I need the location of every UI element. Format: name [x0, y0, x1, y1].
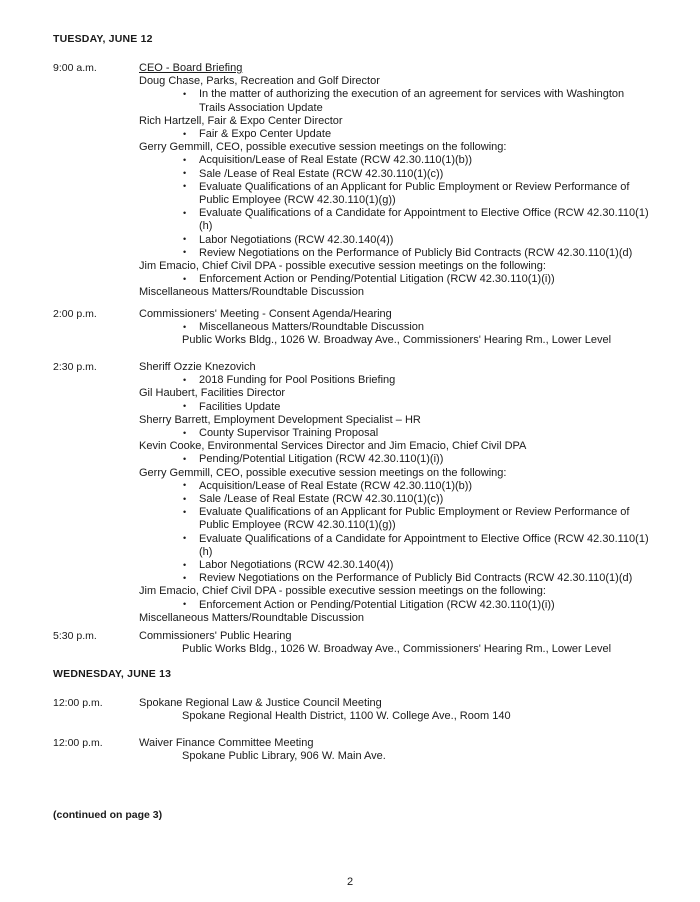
- agenda-bullet-list: [139, 599, 651, 612]
- agenda-item-title: CEO - Board Briefing: [139, 62, 243, 74]
- entry-body: [139, 737, 651, 763]
- agenda-bullet-list: [139, 374, 651, 387]
- agenda-bullet-item: • Enforcement Action or Pending/Potential Litigation (RCW 42.30.110(1)(i)): [139, 599, 651, 612]
- agenda-line: Gerry Gemmill, CEO, possible executive session meetings on the following:: [139, 466, 507, 479]
- agenda-bullet-item: • Facilities Update: [139, 401, 651, 414]
- agenda-bullet-item: • Evaluate Qualifications of a Candidate for Appointment to Elective Office (RCW 42.30.110(1)(h): [139, 207, 651, 233]
- agenda-bullet-list: [139, 401, 651, 414]
- agenda-line: Rich Hartzell, Fair & Expo Center Director: [139, 114, 343, 127]
- agenda-line: Gerry Gemmill, CEO, possible executive session meetings on the following:: [139, 141, 507, 154]
- agenda-line: Gil Haubert, Facilities Director: [139, 387, 286, 400]
- entry-time: 2:30 p.m.: [53, 361, 97, 373]
- agenda-bullet-list: [139, 154, 651, 260]
- schedule-entry: [53, 697, 653, 723]
- agenda-bullet-item: • Review Negotiations on the Performance of Publicly Bid Contracts (RCW 42.30.110(1)(d): [139, 247, 651, 260]
- schedule-entry: [53, 308, 653, 348]
- agenda-line: Sheriff Ozzie Knezovich: [139, 361, 256, 373]
- agenda-bullet-item: • Acquisition/Lease of Real Estate (RCW 42.30.110(1)(b)): [139, 154, 651, 167]
- agenda-bullet-list: [139, 427, 651, 440]
- agenda-location-line: Spokane Public Library, 906 W. Main Ave.: [182, 750, 386, 763]
- agenda-bullet-list: [139, 321, 651, 334]
- agenda-bullet-item: • Enforcement Action or Pending/Potential Litigation (RCW 42.30.110(1)(i)): [139, 273, 651, 286]
- schedule-entry: [53, 62, 653, 300]
- entry-body: [139, 62, 651, 300]
- agenda-bullet-item: • Evaluate Qualifications of a Candidate for Appointment to Elective Office (RCW 42.30.110(1)(h): [139, 533, 651, 559]
- agenda-bullet-item: • Miscellaneous Matters/Roundtable Discussion: [139, 321, 651, 334]
- agenda-bullet-item: • County Supervisor Training Proposal: [139, 427, 651, 440]
- day-heading: TUESDAY, JUNE 12: [53, 33, 153, 45]
- entry-time: 12:00 p.m.: [53, 697, 103, 709]
- agenda-line: Doug Chase, Parks, Recreation and Golf Director: [139, 75, 380, 88]
- agenda-bullet-list: [139, 480, 651, 586]
- schedule-entry: [53, 737, 653, 763]
- agenda-line: Waiver Finance Committee Meeting: [139, 737, 314, 749]
- agenda-bullet-item: • Review Negotiations on the Performance of Publicly Bid Contracts (RCW 42.30.110(1)(d): [139, 572, 651, 585]
- entry-body: [139, 361, 651, 625]
- agenda-bullet-list: [139, 128, 651, 141]
- schedule-entry: [53, 630, 653, 656]
- agenda-bullet-item: • Evaluate Qualifications of an Applicant for Public Employment or Review Performance of Public Employee (RCW 42.30.110(1)(g)): [139, 181, 651, 207]
- agenda-location-line: Public Works Bldg., 1026 W. Broadway Ave., Commissioners' Hearing Rm., Lower Level: [182, 643, 612, 656]
- continued-note: (continued on page 3): [53, 809, 163, 821]
- agenda-bullet-list: [139, 453, 651, 466]
- agenda-line: Sherry Barrett, Employment Development Specialist – HR: [139, 413, 421, 426]
- agenda-bullet-list: [139, 88, 651, 114]
- agenda-line: Jim Emacio, Chief Civil DPA - possible executive session meetings on the following:: [139, 260, 546, 273]
- agenda-bullet-item: • Pending/Potential Litigation (RCW 42.30.110(1)(i)): [139, 453, 651, 466]
- agenda-bullet-item: • Evaluate Qualifications of an Applicant for Public Employment or Review Performance of Public Employee (RCW 42.30.110(1)(g)): [139, 506, 651, 532]
- agenda-bullet-item: • Sale /Lease of Real Estate (RCW 42.30.110(1)(c)): [139, 168, 651, 181]
- agenda-line: Jim Emacio, Chief Civil DPA - possible executive session meetings on the following:: [139, 585, 546, 598]
- entry-body: [139, 697, 651, 723]
- agenda-line: Commissioners' Meeting - Consent Agenda/Hearing: [139, 308, 392, 320]
- entry-body: [139, 630, 651, 656]
- entry-time: 2:00 p.m.: [53, 308, 97, 320]
- entry-time: 12:00 p.m.: [53, 737, 103, 749]
- schedule-entry: [53, 361, 653, 625]
- agenda-bullet-list: [139, 273, 651, 286]
- agenda-line: Miscellaneous Matters/Roundtable Discussion: [139, 286, 364, 299]
- agenda-bullet-item: • Fair & Expo Center Update: [139, 128, 651, 141]
- agenda-line: Kevin Cooke, Environmental Services Director and Jim Emacio, Chief Civil DPA: [139, 440, 527, 453]
- agenda-bullet-item: • Sale /Lease of Real Estate (RCW 42.30.110(1)(c)): [139, 493, 651, 506]
- agenda-location-line: Spokane Regional Health District, 1100 W. College Ave., Room 140: [182, 710, 511, 723]
- agenda-location-line: Public Works Bldg., 1026 W. Broadway Ave., Commissioners' Hearing Rm., Lower Level: [182, 334, 612, 347]
- entry-body: [139, 308, 651, 348]
- agenda-line: Miscellaneous Matters/Roundtable Discussion: [139, 611, 364, 624]
- agenda-bullet-item: • Labor Negotiations (RCW 42.30.140(4)): [139, 234, 651, 247]
- agenda-bullet-item: • Labor Negotiations (RCW 42.30.140(4)): [139, 559, 651, 572]
- agenda-line: Spokane Regional Law & Justice Council Meeting: [139, 697, 382, 709]
- agenda-line: Commissioners' Public Hearing: [139, 630, 292, 642]
- entry-time: 5:30 p.m.: [53, 630, 97, 642]
- page-number: 2: [346, 876, 354, 888]
- agenda-bullet-item: • In the matter of authorizing the execution of an agreement for services with Washington Trails Association Update: [139, 88, 651, 114]
- entry-time: 9:00 a.m.: [53, 62, 97, 74]
- day-heading: WEDNESDAY, JUNE 13: [53, 668, 172, 680]
- agenda-bullet-item: • 2018 Funding for Pool Positions Briefing: [139, 374, 651, 387]
- agenda-bullet-item: • Acquisition/Lease of Real Estate (RCW 42.30.110(1)(b)): [139, 480, 651, 493]
